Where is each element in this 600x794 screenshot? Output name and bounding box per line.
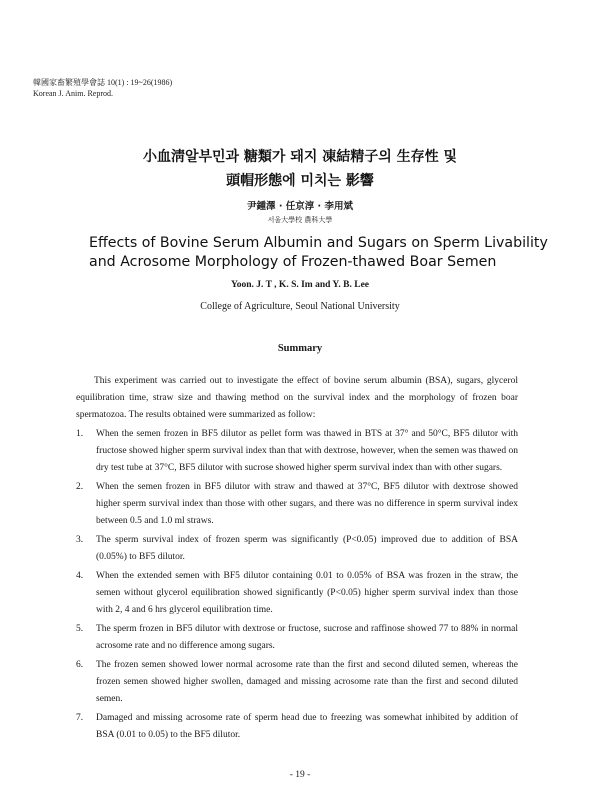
korean-affiliation: 서울大學校 農科大學	[267, 216, 333, 224]
summary-item	[76, 426, 518, 477]
item-number: 1.	[76, 429, 84, 439]
summary-item	[76, 568, 518, 619]
korean-title-line-1: 小血淸알부민과 糖類가 돼지 凍結精子의 生存性 및	[142, 149, 458, 165]
item-text: When the extended semen with BF5 dilutor containing 0.01 to 0.05% of BSA was frozen in the straw, the semen without glycerol equilibration showed significantly (P<0.05) higher sperm survival index than those with 2, 4 and 6 hrs glycerol equilibration time.	[96, 571, 518, 615]
summary-intro: This experiment was carried out to investigate the effect of bovine serum albumin (BSA), sugars, glycerol equilibration time, straw size and thawing method on the survival index and the morphology of frozen boar spermatozoa. The results obtained were summarized as follow:	[76, 376, 518, 420]
english-authors: Yoon. J. T , K. S. Im and Y. B. Lee	[230, 280, 370, 290]
item-number: 4.	[76, 571, 84, 581]
item-text: When the semen frozen in BF5 dilutor as pellet form was thawed in BTS at 37° and 50°C, BF5 dilutor with fructose showed higher sperm survival index than that with dextrose, however, when the semen was thawed on dry test tube at 37°C, BF5 dilutor with sucrose showed higher sperm survival index than with other sugars.	[96, 429, 518, 473]
item-number: 5.	[76, 624, 84, 634]
journal-citation-korean: 韓國家畜繁殖學會誌 10(1) : 19~26(1986)	[33, 78, 173, 87]
item-text: The frozen semen showed lower normal acrosome rate than the first and second diluted semen, whereas the frozen semen showed higher swollen, damaged and missing acrosome rate than the first and second diluted semen.	[96, 660, 518, 704]
item-text: Damaged and missing acrosome rate of sperm head due to freezing was somewhat inhibited by addition of BSA (0.01 to 0.05) to the BF5 dilutor.	[96, 713, 518, 740]
summary-list	[76, 426, 518, 746]
korean-title-line-2: 頭帽形態에 미치는 影響	[226, 173, 374, 189]
summary-item	[76, 621, 518, 655]
english-title-line-1: Effects of Bovine Serum Albumin and Sugars on Sperm Livability	[89, 235, 548, 251]
item-text: The sperm survival index of frozen sperm was significantly (P<0.05) improved due to addition of BSA (0.05%) to BF5 dilutor.	[96, 535, 518, 562]
item-text: The sperm frozen in BF5 dilutor with dextrose or fructose, sucrose and raffinose showed 77 to 88% in normal acrosome rate and no difference among sugars.	[96, 624, 518, 651]
english-affiliation: College of Agriculture, Seoul National University	[200, 301, 400, 312]
journal-citation	[33, 77, 172, 99]
page-number: - 19 -	[289, 770, 311, 780]
korean-authors: 尹鍾澤 · 任京淳 · 李用斌	[247, 201, 353, 212]
item-number: 6.	[76, 660, 84, 670]
item-number: 2.	[76, 482, 84, 492]
summary-item	[76, 532, 518, 566]
item-number: 7.	[76, 713, 84, 723]
summary-item	[76, 710, 518, 744]
english-title-line-2: and Acrosome Morphology of Frozen-thawed Boar Semen	[89, 254, 497, 270]
summary-heading: Summary	[277, 343, 323, 354]
summary-item	[76, 479, 518, 530]
item-number: 3.	[76, 535, 84, 545]
journal-citation-english: Korean J. Anim. Reprod.	[33, 89, 113, 98]
item-text: When the semen frozen in BF5 dilutor with straw and thawed at 37°C, BF5 dilutor with dextrose showed higher sperm survival index than those with other sugars, and there was no difference in sperm survival index between 0.5 and 1.0 ml straws.	[96, 482, 518, 526]
summary-item	[76, 657, 518, 708]
